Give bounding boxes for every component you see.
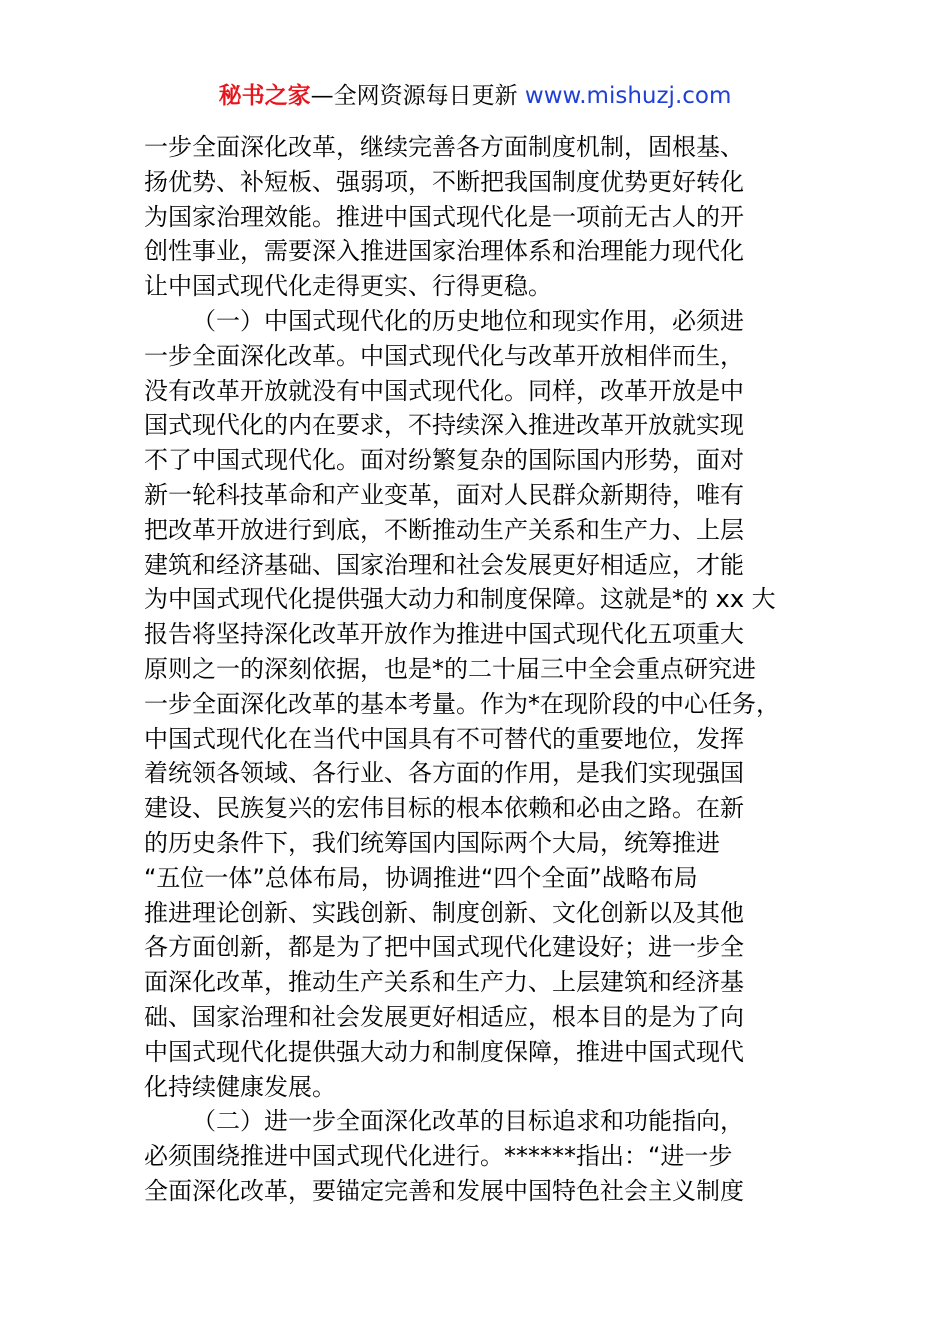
text-line: 推进理论创新、实践创新、制度创新、文化创新以及其他 [144, 898, 744, 927]
text-line: 一步全面深化改革。中国式现代化与改革开放相伴而生， [144, 341, 744, 370]
text-line: 把改革开放进行到底，不断推动生产关系和生产力、上层 [144, 515, 744, 544]
text-line: 的历史条件下，我们统筹国内国际两个大局，统筹推进 [144, 828, 720, 857]
text-line: 一步全面深化改革的基本考量。作为*在现阶段的中心任务， [144, 689, 780, 718]
document-body [144, 130, 824, 1209]
text-line: 国式现代化的内在要求，不持续深入推进改革开放就实现 [144, 411, 744, 440]
header-tagline: —全网资源每日更新 [310, 83, 518, 109]
text-line: 扬优势、补短板、强弱项，不断把我国制度优势更好转化 [144, 167, 744, 196]
text-line: 不了中国式现代化。面对纷繁复杂的国际国内形势，面对 [144, 446, 744, 475]
text-line: 各方面创新，都是为了把中国式现代化建设好；进一步全 [144, 933, 744, 962]
text-line: “五位一体”总体布局，协调推进“四个全面”战略布局 [144, 863, 698, 892]
section-heading-line: （二）进一步全面深化改革的目标追求和功能指向， [192, 1107, 744, 1136]
text-line: 报告将坚持深化改革开放作为推进中国式现代化五项重大 [144, 620, 744, 649]
text-line: 让中国式现代化走得更实、行得更稳。 [144, 272, 552, 301]
header-url-link[interactable]: www.mishuzj.com [524, 83, 732, 109]
text-line: 中国式现代化提供强大动力和制度保障，推进中国式现代 [144, 1037, 744, 1066]
text-line: 一步全面深化改革，继续完善各方面制度机制，固根基、 [144, 133, 744, 161]
text-line: 新一轮科技革命和产业变革，面对人民群众新期待，唯有 [144, 480, 744, 509]
text-line: 础、国家治理和社会发展更好相适应，根本目的是为了向 [144, 1002, 744, 1031]
text-line: 化持续健康发展。 [144, 1072, 336, 1101]
text-line: 原则之一的深刻依据，也是*的二十届三中全会重点研究进 [144, 654, 756, 683]
text-line: 面深化改革，推动生产关系和生产力、上层建筑和经济基 [144, 968, 744, 997]
text-line: 必须围绕推进中国式现代化进行。******指出：“进一步 [144, 1142, 733, 1171]
page-header [0, 80, 950, 112]
text-line: 创性事业，需要深入推进国家治理体系和治理能力现代化 [144, 237, 744, 266]
text-line: 中国式现代化在当代中国具有不可替代的重要地位，发挥 [144, 724, 744, 753]
text-line: 着统领各领域、各行业、各方面的作用，是我们实现强国 [144, 759, 744, 788]
section-heading-line: （一）中国式现代化的历史地位和现实作用，必须进 [192, 306, 744, 335]
text-line: 全面深化改革，要锚定完善和发展中国特色社会主义制度 [144, 1176, 744, 1205]
text-line: 为中国式现代化提供强大动力和制度保障。这就是*的 xx 大 [144, 585, 776, 614]
brand-name: 秘书之家 [218, 83, 311, 109]
text-line: 建筑和经济基础、国家治理和社会发展更好相适应，才能 [144, 550, 744, 579]
text-line: 没有改革开放就没有中国式现代化。同样，改革开放是中 [144, 376, 744, 405]
text-line: 为国家治理效能。推进中国式现代化是一项前无古人的开 [144, 202, 744, 231]
text-line: 建设、民族复兴的宏伟目标的根本依赖和必由之路。在新 [144, 794, 744, 823]
